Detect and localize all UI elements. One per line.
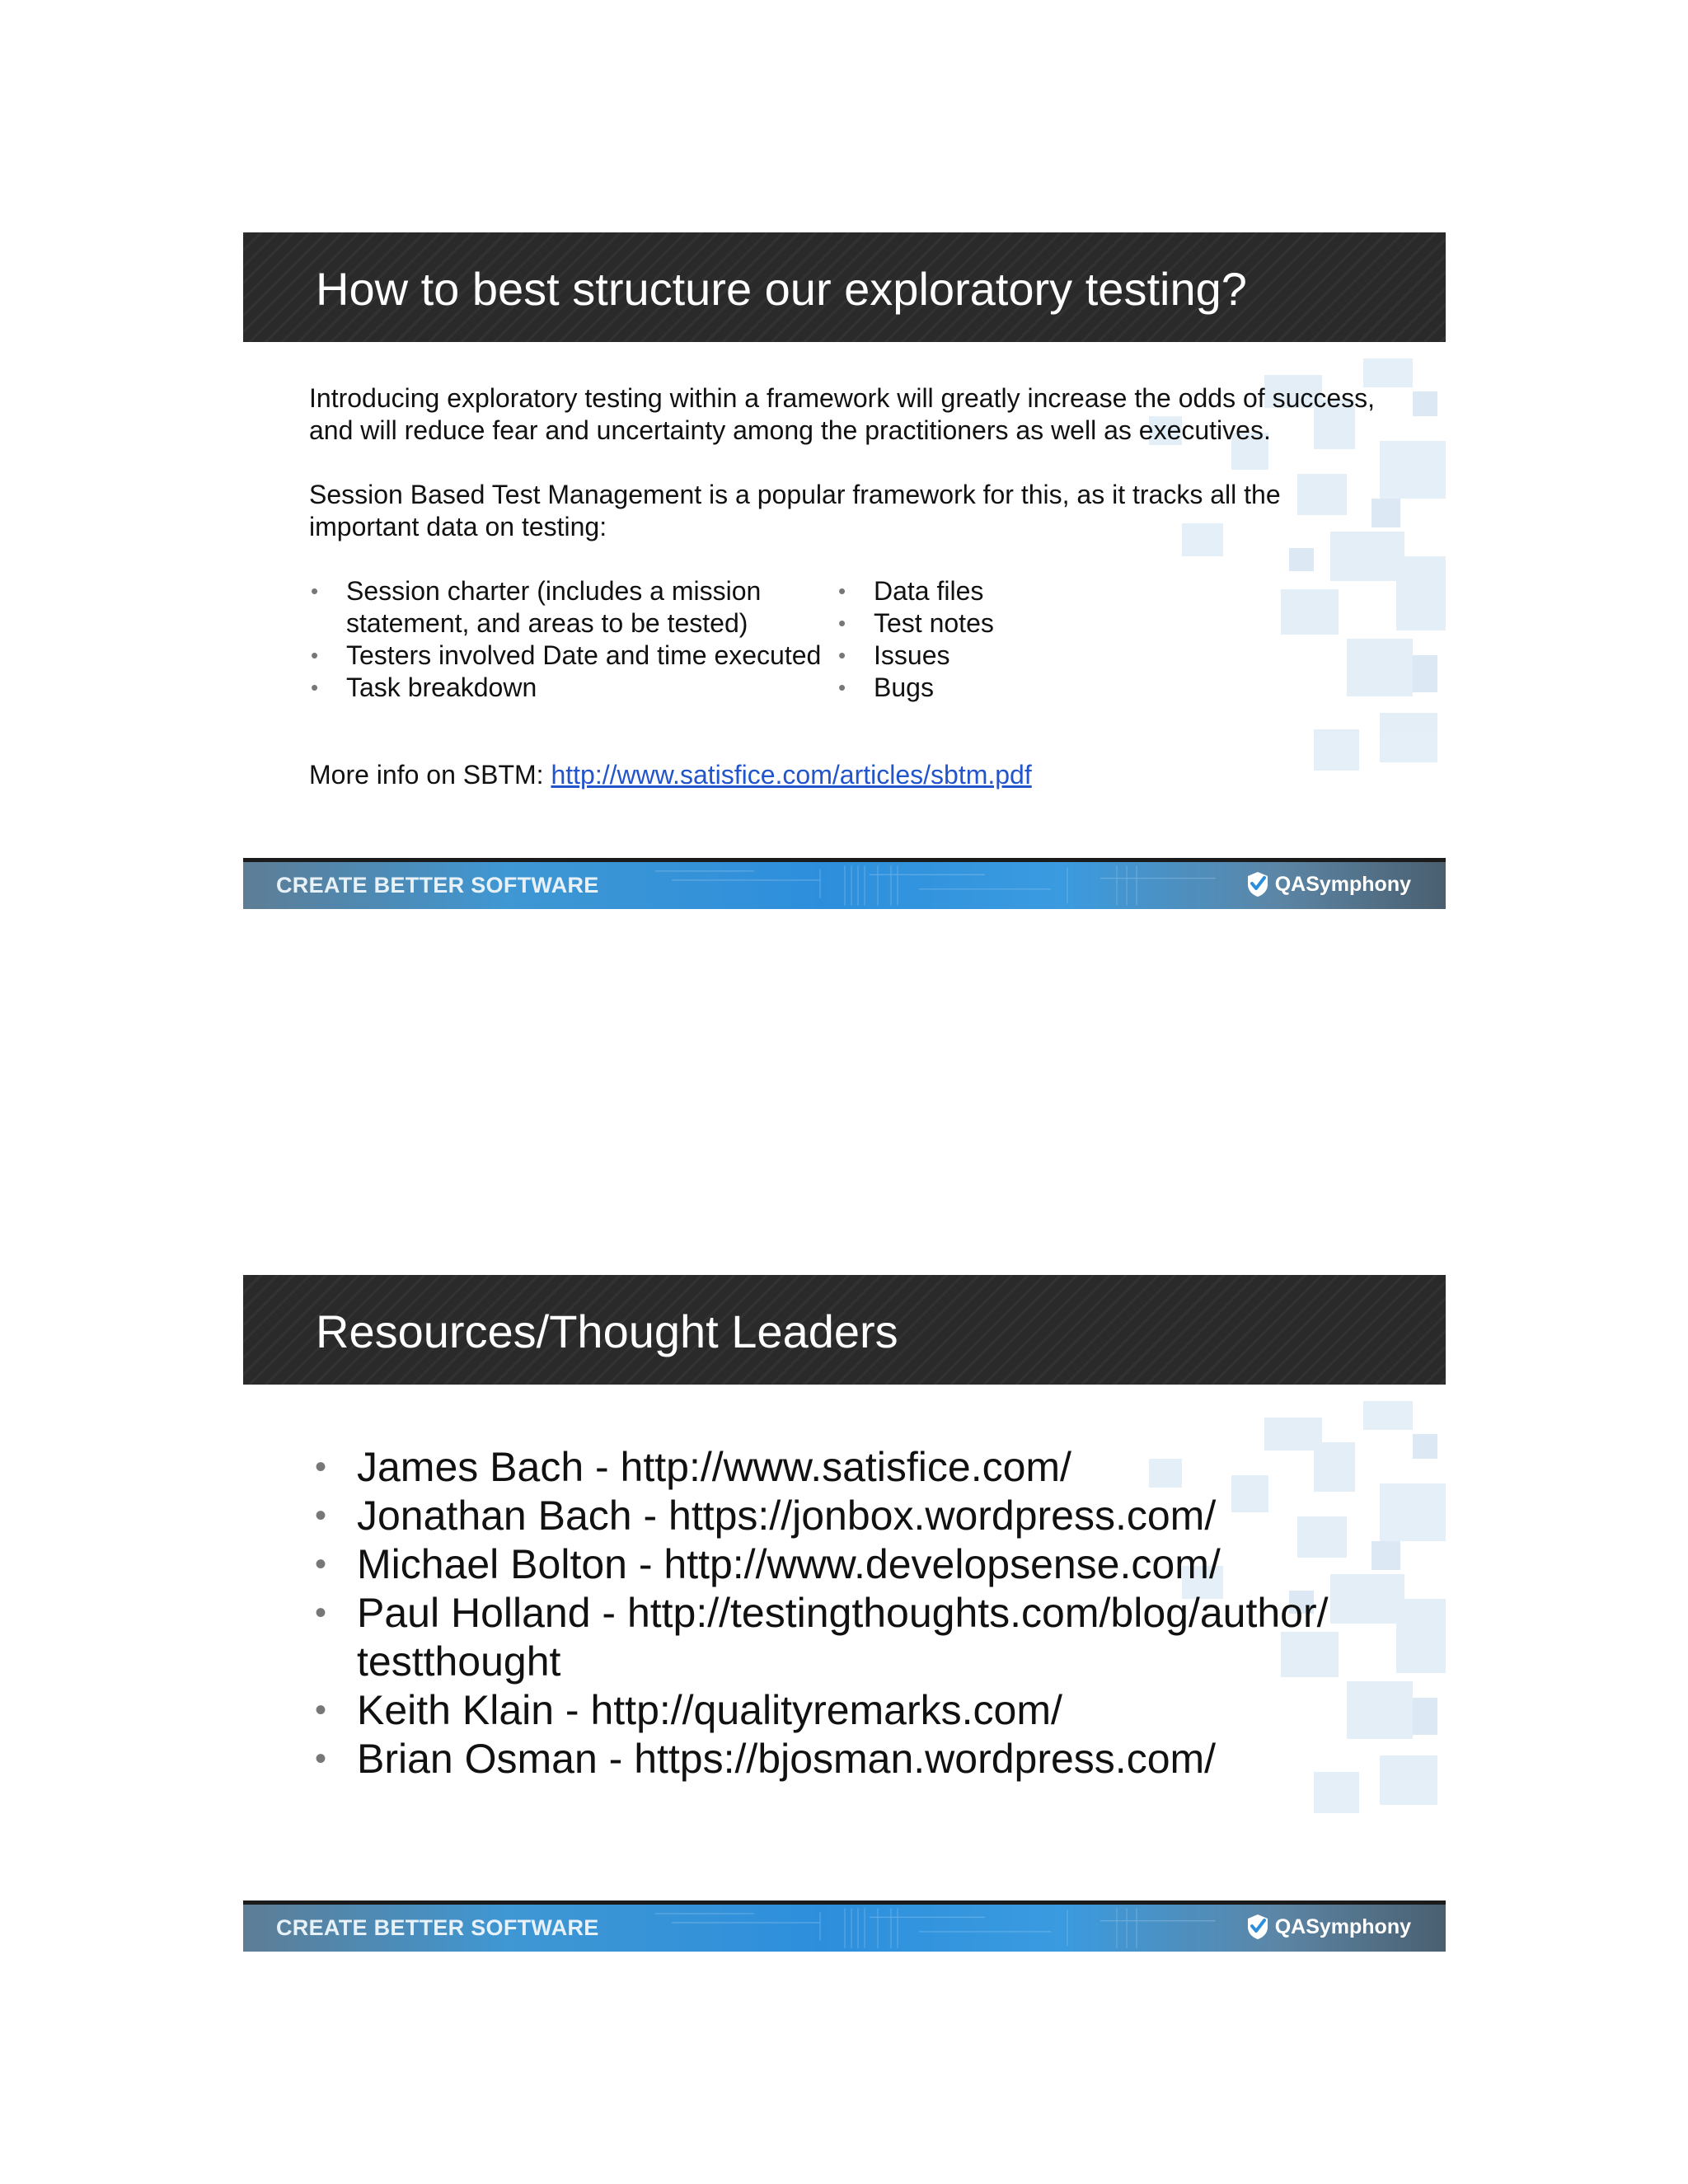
bullet-icon: •: [838, 643, 846, 668]
bullet-list-right: [837, 575, 1331, 704]
list-item: • Michael Bolton - http://www.developsense.com/: [315, 1541, 1221, 1587]
slide-title: How to best structure our exploratory testing?: [316, 263, 1247, 315]
intro-paragraph: Introducing exploratory testing within a framework will greatly increase the odds of success, and will reduce fear and uncertainty among the practitioners as well as executives.: [309, 383, 1376, 445]
footer-bar: [243, 1900, 1446, 1952]
checkmark-shield-icon: [1245, 1913, 1270, 1941]
list-item: • Testers involved Date and time executed: [311, 640, 822, 670]
more-info-label: More info on SBTM:: [309, 760, 551, 790]
bullet-icon: •: [315, 1546, 327, 1582]
footer-tagline: CREATE BETTER SOFTWARE: [276, 873, 599, 898]
bullet-icon: •: [838, 611, 846, 635]
list-item: • Keith Klain - http://qualityremarks.com/: [315, 1687, 1062, 1733]
slide-content: [309, 382, 1381, 823]
bullet-icon: •: [838, 579, 846, 603]
framework-paragraph: Session Based Test Management is a popular framework for this, as it tracks all the important data on testing:: [309, 480, 1281, 541]
brand-logo: [1245, 870, 1411, 898]
checkmark-shield-icon: [1245, 870, 1270, 898]
bullet-icon: •: [315, 1449, 327, 1485]
footer-tagline: CREATE BETTER SOFTWARE: [276, 1915, 599, 1940]
list-item: • Task breakdown: [311, 673, 537, 702]
list-item: • Paul Holland - http://testingthoughts.com/blog/author/ testthought: [315, 1590, 1329, 1685]
title-bar: [243, 232, 1446, 342]
slide-1: [243, 232, 1446, 909]
bullet-icon: •: [838, 675, 846, 700]
list-item: • Data files: [838, 576, 984, 606]
slide-2: [243, 1275, 1446, 1952]
thought-leaders-list: [313, 1443, 1401, 1783]
more-info-line: [309, 759, 1381, 791]
bullet-icon: •: [311, 579, 319, 603]
footer-bar: [243, 858, 1446, 909]
brand-logo: [1245, 1913, 1411, 1941]
bullet-icon: •: [315, 1497, 327, 1534]
slide-title: Resources/Thought Leaders: [316, 1305, 898, 1357]
list-item: • Jonathan Bach - https://jonbox.wordpress.com/: [315, 1493, 1217, 1539]
brand-name: QASymphony: [1274, 872, 1411, 896]
list-item: • James Bach - http://www.satisfice.com/: [315, 1444, 1071, 1490]
list-item: • Issues: [838, 640, 950, 670]
bullet-columns: [309, 575, 1381, 704]
list-item: • Test notes: [838, 608, 994, 638]
brand-name: QASymphony: [1274, 1915, 1411, 1938]
bullet-icon: •: [315, 1692, 327, 1728]
bullet-icon: •: [311, 675, 319, 700]
list-item: • Bugs: [838, 673, 934, 702]
sbtm-link[interactable]: http://www.satisfice.com/articles/sbtm.pdf: [551, 760, 1032, 790]
list-item: • Brian Osman - https://bjosman.wordpress.com/: [315, 1736, 1217, 1782]
list-item: • Session charter (includes a mission statement, and areas to be tested): [311, 576, 762, 638]
bullet-icon: •: [315, 1741, 327, 1777]
bullet-icon: •: [311, 643, 319, 668]
title-bar: [243, 1275, 1446, 1385]
bullet-icon: •: [315, 1595, 327, 1631]
bullet-list-left: [309, 575, 837, 704]
